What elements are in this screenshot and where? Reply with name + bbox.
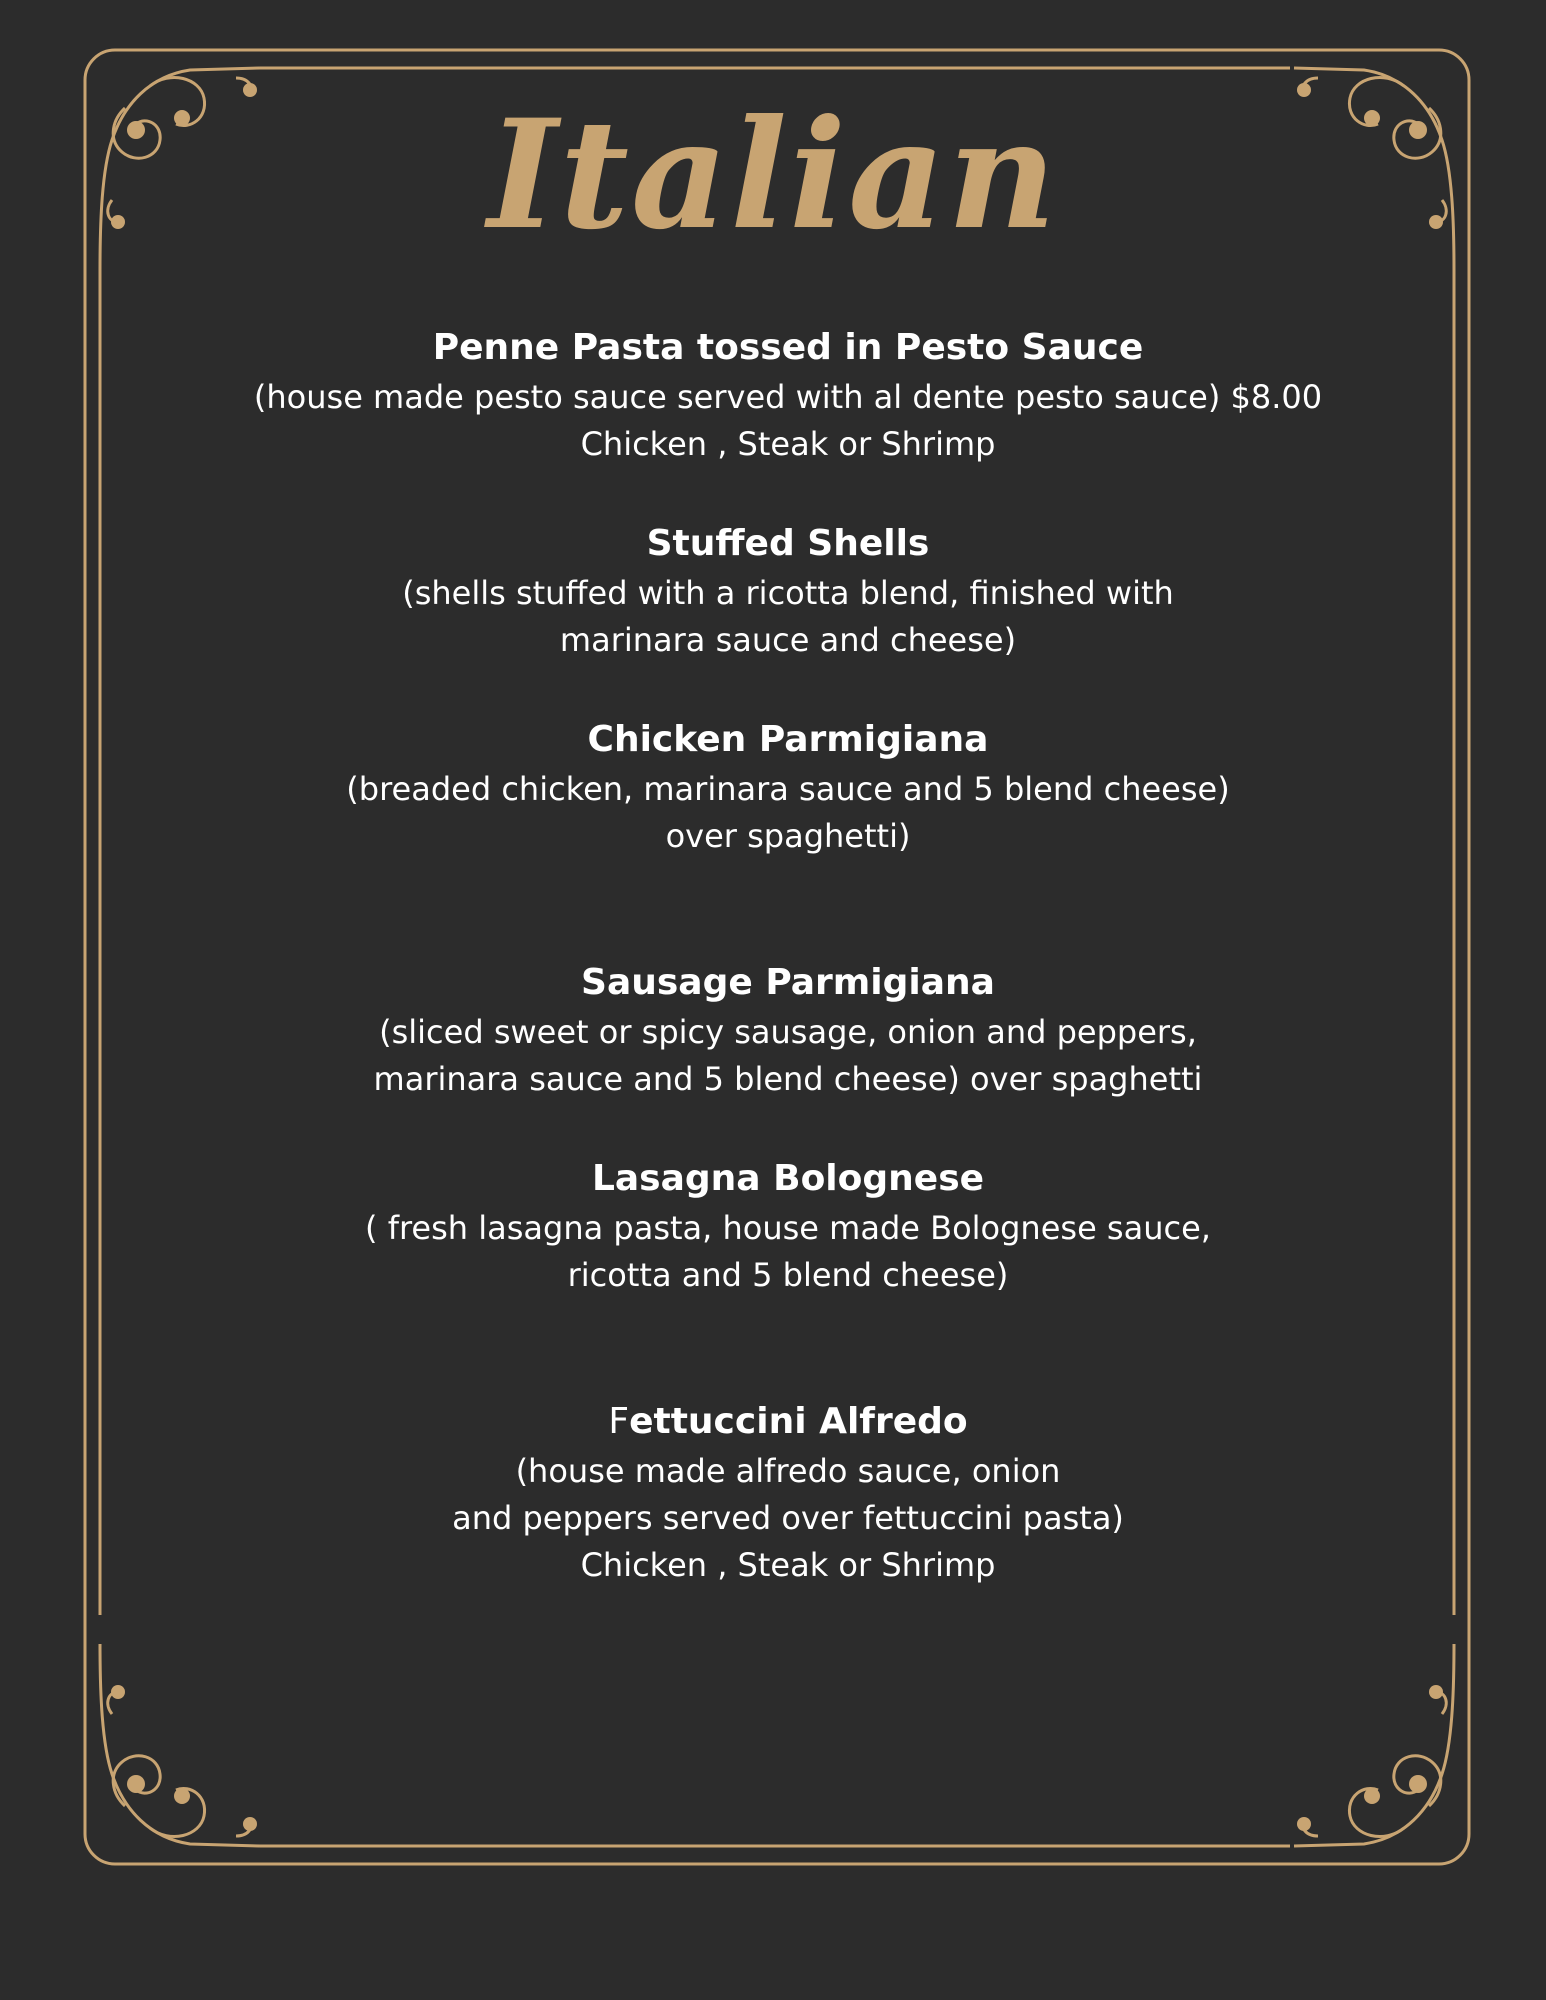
menu-item-description: (shells stuffed with a ricotta blend, finished with bbox=[402, 574, 1174, 612]
menu-item-description: marinara sauce and 5 blend cheese) over spaghetti bbox=[373, 1060, 1203, 1098]
menu-item-options: Chicken , Steak or Shrimp bbox=[580, 1546, 996, 1584]
menu-title: Italian bbox=[487, 87, 1059, 263]
menu-item-description: ricotta and 5 blend cheese) bbox=[567, 1256, 1009, 1294]
menu-item-lasagna-bolognese bbox=[200, 1153, 1376, 1299]
menu-item-name bbox=[200, 1396, 1376, 1448]
menu-item-name: Lasagna Bolognese bbox=[591, 1158, 985, 1199]
menu-item-name-initial: F bbox=[608, 1401, 630, 1442]
menu-item-chicken-parmigiana bbox=[200, 714, 1376, 860]
menu-item-name: Sausage Parmigiana bbox=[581, 962, 995, 1003]
menu-item-fettuccini-alfredo bbox=[200, 1396, 1376, 1589]
menu-item-description: (sliced sweet or spicy sausage, onion and peppers, bbox=[379, 1013, 1197, 1051]
menu-item-name: Penne Pasta tossed in Pesto Sauce bbox=[432, 327, 1144, 368]
menu-item-name: Stuffed Shells bbox=[646, 523, 930, 564]
menu-item-description: over spaghetti) bbox=[665, 817, 911, 855]
menu-item-name-rest: ettuccini Alfredo bbox=[629, 1401, 968, 1442]
menu-item-penne-pesto bbox=[200, 322, 1376, 468]
menu-item-description: and peppers served over fettuccini pasta) bbox=[452, 1499, 1124, 1537]
menu-item-options: Chicken , Steak or Shrimp bbox=[580, 425, 996, 463]
menu-item-description: marinara sauce and cheese) bbox=[559, 621, 1017, 659]
menu-item-description: ( fresh lasagna pasta, house made Bolognese sauce, bbox=[365, 1209, 1211, 1247]
menu-item-stuffed-shells bbox=[200, 518, 1376, 664]
menu-item-name: Chicken Parmigiana bbox=[587, 719, 989, 760]
menu-item-sausage-parmigiana bbox=[200, 957, 1376, 1103]
menu-list bbox=[200, 322, 1376, 1589]
menu-item-description: (house made pesto sauce served with al dente pesto sauce) $8.00 bbox=[253, 378, 1323, 416]
menu-item-description: (breaded chicken, marinara sauce and 5 blend cheese) bbox=[346, 770, 1230, 808]
menu-item-description: (house made alfredo sauce, onion bbox=[515, 1452, 1061, 1490]
